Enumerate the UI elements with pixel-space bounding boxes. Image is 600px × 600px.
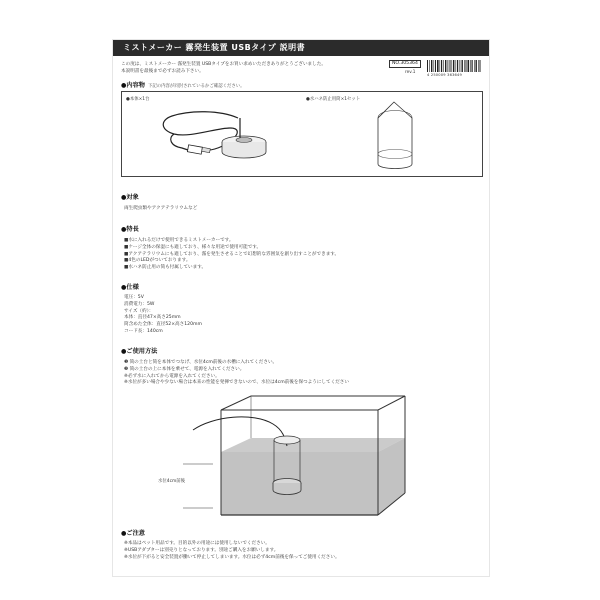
features-heading: ●特長: [121, 226, 139, 233]
usage-line: ※水位が多い場合や少ない場合は本来の性能を発揮できないので、水位は4cm前後を保つようにしてください: [124, 380, 349, 386]
contents-box: [121, 91, 483, 177]
usage-line: ❶ 筒の土台と筒を本体でつなげ、水位4cm前後の水槽に入れてください。: [124, 360, 278, 365]
contents-heading: [121, 82, 245, 91]
caution-heading: ●ご注意: [121, 530, 145, 537]
spec-line: 本体：直径47×高さ25mm: [124, 315, 181, 321]
manual-title: ミストメーカー 霧発生装置 USBタイプ 説明書: [123, 43, 306, 52]
barcode-icon: [427, 60, 481, 72]
manual-header: [113, 40, 489, 56]
intro-line-1: この度は、ミストメーカー 霧発生装置 USBタイプをお買い求めいただきありがとうございました。: [121, 62, 326, 67]
aquarium-tank-illustration: [183, 390, 423, 520]
target-text: 両生爬虫類やアクアテラリウムなど: [124, 206, 198, 211]
caution-line: ※USBアダプターは別売りとなっております。別途ご購入をお願いします。: [124, 547, 279, 553]
feature-line: ■水ハネ防止用の筒も付属しています。: [124, 265, 207, 271]
usage-list: [124, 360, 349, 387]
feature-line: ■ケージ全体の保湿にも適しており、様々な用途で使用可能です。: [124, 244, 262, 250]
mist-maker-illustration: [160, 104, 280, 172]
usage-line: ❷ 筒の土台の上に本体を乗せて、電源を入れてください。: [124, 366, 245, 372]
manual-sheet: [113, 40, 489, 576]
feature-line: ■水に入れるだけで使用できるミストメーカーです。: [124, 238, 234, 243]
feature-line: ■4色のLEDがついております。: [124, 258, 191, 264]
usage-heading: ●ご使用方法: [121, 348, 158, 355]
water-level-label: 水位4cm前後: [158, 479, 186, 484]
spec-line: 筒含めた全体：直径52×高さ120mm: [124, 322, 202, 328]
intro-line-2: 本説明書を最後まで必ずお読み下さい。: [121, 69, 204, 74]
spec-line: サイズ（約）：: [124, 308, 154, 314]
contents-item-1: ●本体×1台: [126, 97, 150, 102]
spec-line: 電圧：5V: [124, 295, 144, 300]
barcode-number: 4 250009 363649: [427, 73, 463, 77]
product-number: NO.305364: [389, 60, 421, 68]
caution-line: ※本品はペット用品です。目的以外の用途には使用しないでください。: [124, 541, 270, 546]
contents-item-2: ●水ハネ防止用筒×1セット: [306, 97, 361, 102]
contents-title: ●内容物: [121, 82, 145, 89]
spec-line: コード長：140cm: [124, 328, 163, 334]
spec-line: 消費電力：5W: [124, 301, 155, 307]
feature-line: ■アクアテラリウムにも適しており、霧を発生させることで幻想的な雰囲気を創り出すことができます。: [124, 251, 340, 257]
specs-heading: ●仕様: [121, 284, 139, 291]
caution-list: [124, 541, 340, 561]
revision-label: rev.1: [405, 69, 416, 74]
features-list: [124, 238, 339, 272]
contents-note: 下記の内容が同封されているかご確認ください。: [147, 84, 245, 89]
specs-list: [124, 295, 202, 336]
intro-text: [121, 61, 381, 75]
splash-guard-tube-illustration: [370, 98, 420, 174]
caution-line: ※水位が下がると安全装置が働いて停止してしまいます。水位は必ず4cm前後を保ってご使用ください。: [124, 554, 340, 560]
usage-line: ※必ず水に入れてから電源を入れてください。: [124, 373, 220, 379]
target-heading: ●対象: [121, 194, 139, 201]
